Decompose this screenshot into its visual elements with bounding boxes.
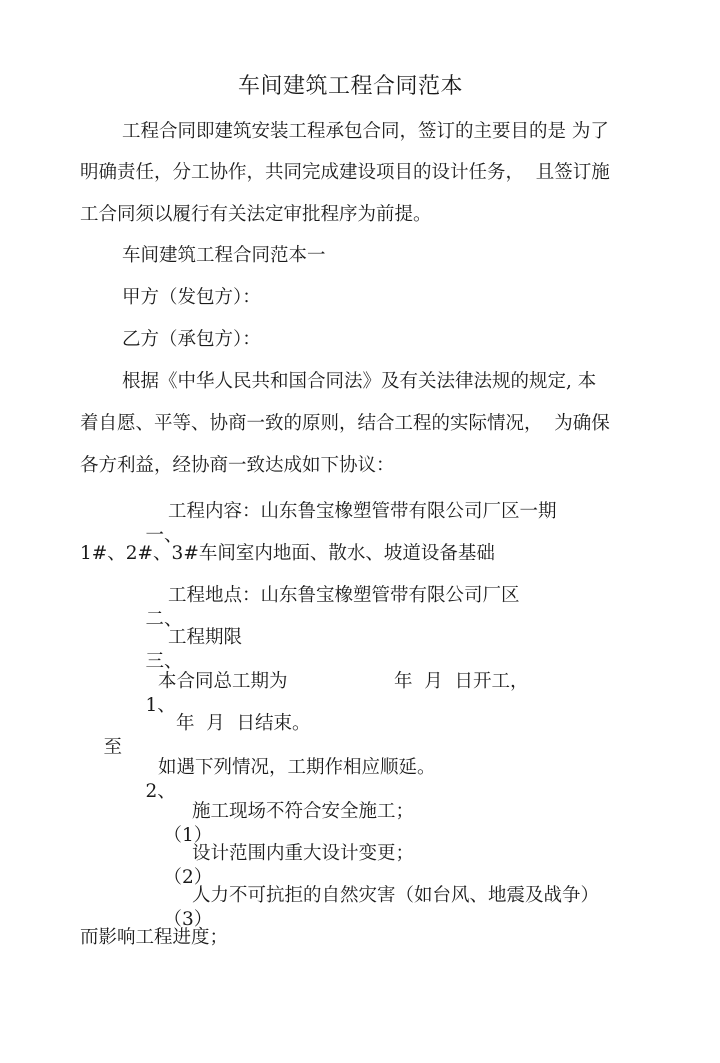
document-title: 车间建筑工程合同范本 xyxy=(238,74,464,99)
term-1-to: 至 xyxy=(103,737,123,758)
case-1-text: 施工现场不符合安全施工； xyxy=(192,801,415,822)
preamble-line-3: 各方利益，经协商一致达成如下协议： xyxy=(80,455,395,476)
party-b-label: 乙方（承包方）： xyxy=(122,329,261,350)
case-3-text: 人力不可抗拒的自然灾害（如台风、地震及战争） xyxy=(192,885,600,906)
term-2-text: 如遇下列情况，工期作相应顺延。 xyxy=(158,757,436,778)
term-1-text: 本合同总工期为 xyxy=(158,671,288,692)
term-1-number: 1、 xyxy=(145,695,176,716)
contract-subtitle: 车间建筑工程合同范本一 xyxy=(122,245,326,266)
section-3-text: 工程期限 xyxy=(168,627,243,648)
case-3-continuation: 而影响工程进度； xyxy=(80,927,229,948)
intro-line-1: 工程合同即建筑安装工程承包合同，签订的主要目的是 为了 xyxy=(122,121,609,142)
section-3-number: 三、 xyxy=(145,651,183,672)
intro-line-2: 明确责任，分工协作，共同完成建设项目的设计任务， 且签订施 xyxy=(80,162,610,183)
section-2-text: 工程地点：山东鲁宝橡塑管带有限公司厂区 xyxy=(168,585,520,606)
case-3-number: （3） xyxy=(163,909,213,930)
term-1-end-date: 年 月 日结束。 xyxy=(176,713,311,734)
term-2-number: 2、 xyxy=(145,781,176,802)
case-2-text: 设计范围内重大设计变更； xyxy=(192,843,415,864)
case-2-number: （2） xyxy=(163,867,213,888)
case-1-number: （1） xyxy=(163,825,213,846)
section-1-continuation: 1#、2#、3#车间室内地面、散水、坡道设备基础 xyxy=(80,543,495,564)
party-a-label: 甲方（发包方）： xyxy=(122,287,261,308)
section-1-text: 工程内容：山东鲁宝橡塑管带有限公司厂区一期 xyxy=(168,501,557,522)
section-1-number: 一、 xyxy=(145,525,183,546)
section-2-number: 二、 xyxy=(145,609,183,630)
intro-line-3: 工合同须以履行有关法定审批程序为前提。 xyxy=(80,204,432,225)
preamble-line-2: 着自愿、平等、协商一致的原则，结合工程的实际情况， 为确保 xyxy=(80,413,610,434)
term-1-start-date: 年 月 日开工， xyxy=(394,671,529,692)
preamble-line-1: 根据《中华人民共和国合同法》及有关法律法规的规定, 本 xyxy=(122,371,597,392)
